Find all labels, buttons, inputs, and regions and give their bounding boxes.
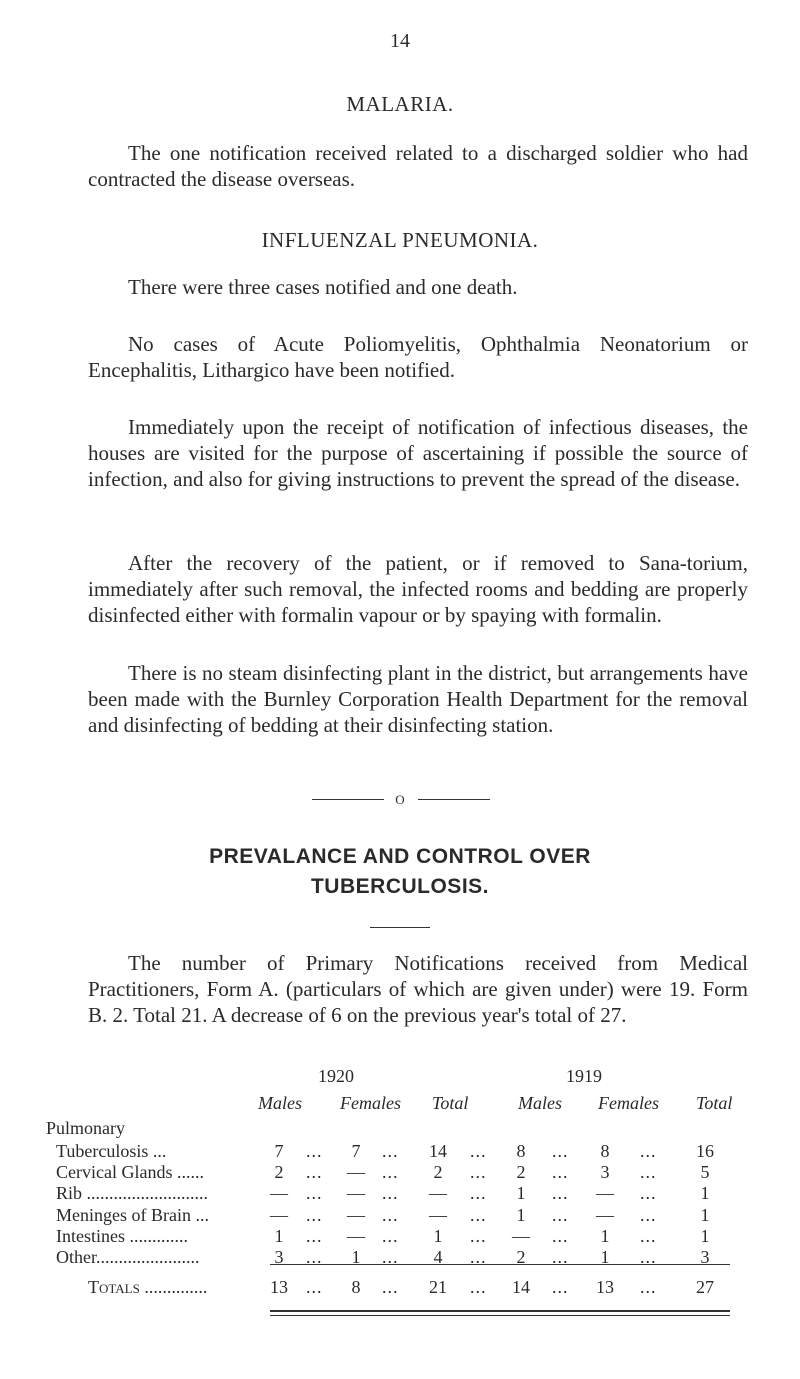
table-row-3-label: Meninges of Brain ... [56,1205,209,1225]
table-row-4-dots-2: ... [470,1226,487,1246]
totals-value-5: 27 [696,1277,714,1297]
table-row-5-label: Other....................... [56,1247,200,1267]
table-row-1-dots-3: ... [552,1162,569,1182]
table-row-0-value-5: 16 [696,1141,714,1161]
table-row-0-dots-2: ... [470,1141,487,1161]
table-row-0-value-4: 8 [600,1141,610,1161]
table-row-2-value-0: — [270,1183,288,1203]
table-row-5-dots-4: ... [640,1247,657,1267]
year-1919: 1919 [566,1066,602,1086]
col-males-1919: Males [518,1093,562,1113]
table-row-3-dots-3: ... [552,1205,569,1225]
tb-heading-line1: PREVALANCE AND CONTROL OVER [209,845,591,868]
table-row-4-value-5: 1 [700,1226,710,1246]
table-row-4-value-3: — [512,1226,530,1246]
table-row-1-dots-4: ... [640,1162,657,1182]
malaria-paragraph: The one notification received related to a discharged soldier who had contracted the disease overseas. [88,141,748,191]
paragraph-notification: Immediately upon the receipt of notification of infectious diseases, the houses are visited for the purpose of ascertaining if possible the source of infection, and also for giving instructions to prevent the spread of the disease. [88,415,748,491]
totals-value-3: 14 [512,1277,530,1297]
totals-dots-4: ... [640,1277,657,1297]
table-row-0-label: Tuberculosis ... [56,1141,167,1161]
table-row-4-dots-4: ... [640,1226,657,1246]
table-row-0-dots-1: ... [382,1141,399,1161]
table-row-4-dots-3: ... [552,1226,569,1246]
malaria-heading: MALARIA. [346,92,454,116]
influenzal-paragraph: There were three cases notified and one death. [128,275,518,299]
table-row-3-value-1: — [347,1205,365,1225]
table-row-3-dots-4: ... [640,1205,657,1225]
table-row-1-value-3: 2 [516,1162,526,1182]
totals-value-4: 13 [596,1277,614,1297]
table-row-5-value-0: 3 [274,1247,284,1267]
col-males-1920: Males [258,1093,302,1113]
table-row-4-dots-0: ... [306,1226,323,1246]
table-row-1-dots-2: ... [470,1162,487,1182]
table-row-1-value-1: — [347,1162,365,1182]
table-row-2-value-1: — [347,1183,365,1203]
table-row-1-value-4: 3 [600,1162,610,1182]
table-row-2-dots-1: ... [382,1183,399,1203]
totals-dots-3: ... [552,1277,569,1297]
col-females-1919: Females [598,1093,659,1113]
table-row-3-value-3: 1 [516,1205,526,1225]
table-row-5-value-2: 4 [433,1247,443,1267]
table-row-2-value-5: 1 [700,1183,710,1203]
table-row-2-dots-4: ... [640,1183,657,1203]
table-row-1-value-2: 2 [433,1162,443,1182]
table-row-4-value-2: 1 [433,1226,443,1246]
tb-heading-rule [370,927,430,928]
totals-label: Totals .............. [88,1277,208,1297]
table-row-2-label: Rib ........................... [56,1183,209,1203]
table-row-5-value-3: 2 [516,1247,526,1267]
table-row-3-dots-1: ... [382,1205,399,1225]
totals-dots-0: ... [306,1277,323,1297]
col-females-1920: Females [340,1093,401,1113]
totals-dots-1: ... [382,1277,399,1297]
table-row-0-value-0: 7 [274,1141,284,1161]
totals-value-1: 8 [351,1277,361,1297]
influenzal-heading: INFLUENZAL PNEUMONIA. [261,228,539,252]
table-row-1-dots-1: ... [382,1162,399,1182]
paragraph-steam-plant: There is no steam disinfecting plant in the district, but arrangements have been made with the Burnley Corporation Health Department for the removal and disinfecting of bedding at their disinfecting station. [88,661,748,737]
table-row-1-value-0: 2 [274,1162,284,1182]
table-row-4-dots-1: ... [382,1226,399,1246]
table-row-2-value-4: — [596,1183,614,1203]
table-row-0-dots-3: ... [552,1141,569,1161]
table-row-3-value-4: — [596,1205,614,1225]
table-row-3-value-2: — [429,1205,447,1225]
paragraph-disinfection: After the recovery of the patient, or if removed to Sana-torium, immediately after such removal, the infected rooms and bedding are properly disinfected either with formalin vapour or by spaying with formalin. [88,551,748,627]
table-row-2-value-2: — [429,1183,447,1203]
table-row-4-value-4: 1 [600,1226,610,1246]
table-row-0-value-2: 14 [429,1141,447,1161]
table-row-4-label: Intestines ............. [56,1226,188,1246]
table-row-0-dots-0: ... [306,1141,323,1161]
page-number: 14 [390,30,410,52]
table-row-4-value-1: — [347,1226,365,1246]
table-row-5-dots-0: ... [306,1247,323,1267]
col-total-1919: Total [696,1093,733,1113]
table-row-5-dots-1: ... [382,1247,399,1267]
table-row-5-value-5: 3 [700,1247,710,1267]
table-row-3-dots-0: ... [306,1205,323,1225]
separator-mark: O [395,792,405,807]
table-row-5-value-1: 1 [351,1247,361,1267]
table-row-5-value-4: 1 [600,1247,610,1267]
table-row-1-value-5: 5 [700,1162,710,1182]
table-row-2-dots-2: ... [470,1183,487,1203]
table-row-1-dots-0: ... [306,1162,323,1182]
totals-value-0: 13 [270,1277,288,1297]
totals-dots-2: ... [470,1277,487,1297]
table-row-2-dots-0: ... [306,1183,323,1203]
paragraph-poliomyelitis: No cases of Acute Poliomyelitis, Ophthalmia Neonatorium or Encephalitis, Lithargico have been notified. [88,332,748,382]
table-row-2-dots-3: ... [552,1183,569,1203]
table-row-4-value-0: 1 [274,1226,284,1246]
totals-double-rule [270,1310,730,1316]
table-row-5-dots-3: ... [552,1247,569,1267]
table-row-0-value-1: 7 [351,1141,361,1161]
table-row-0-dots-4: ... [640,1141,657,1161]
table-row-3-value-0: — [270,1205,288,1225]
table-row-1-label: Cervical Glands ...... [56,1162,204,1182]
group-label: Pulmonary [46,1118,125,1138]
totals-rule [270,1264,730,1265]
table-row-0-value-3: 8 [516,1141,526,1161]
table-row-2-value-3: 1 [516,1183,526,1203]
table-row-5-dots-2: ... [470,1247,487,1267]
tb-paragraph: The number of Primary Notifications received from Medical Practitioners, Form A. (particulars of which are given under) were 19. Form B. 2. Total 21. A decrease of 6 on the previous year's total of 27. [88,951,748,1027]
year-1920: 1920 [318,1066,354,1086]
tb-heading-line2: TUBERCULOSIS. [310,875,489,898]
col-total-1920: Total [432,1093,469,1113]
totals-value-2: 21 [429,1277,447,1297]
table-row-3-value-5: 1 [700,1205,710,1225]
table-row-3-dots-2: ... [470,1205,487,1225]
